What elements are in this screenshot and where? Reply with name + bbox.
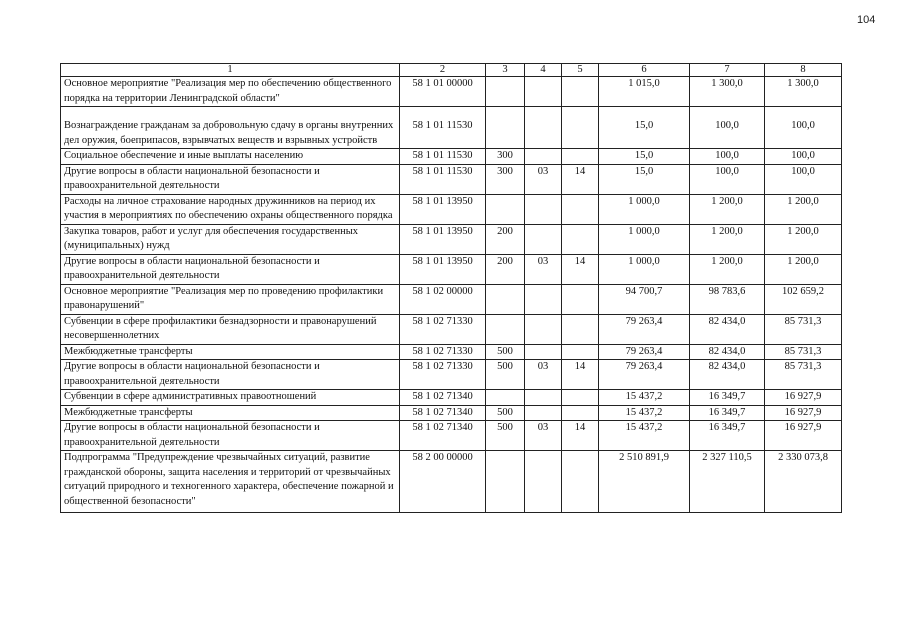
row-name: Субвенции в сфере профилактики безнадзорности и правонарушений несовершеннолетних	[61, 314, 400, 344]
row-subsection	[562, 405, 599, 421]
row-expense-type	[486, 77, 525, 107]
row-amount-8: 16 927,9	[765, 421, 842, 451]
row-amount-8: 16 927,9	[765, 390, 842, 406]
row-amount-8: 1 200,0	[765, 194, 842, 224]
row-amount-6: 15,0	[599, 149, 690, 165]
row-amount-8: 2 330 073,8	[765, 451, 842, 513]
row-name: Расходы на личное страхование народных дружинников на период их участия в мероприятиях по обеспечению охраны общественного порядка	[61, 194, 400, 224]
row-expense-type: 500	[486, 405, 525, 421]
row-section	[525, 194, 562, 224]
row-amount-6: 15 437,2	[599, 390, 690, 406]
row-section	[525, 224, 562, 254]
row-name: Другие вопросы в области национальной безопасности и правоохранительной деятельности	[61, 421, 400, 451]
row-amount-8: 100,0	[765, 149, 842, 165]
row-code: 58 1 01 11530	[400, 164, 486, 194]
row-amount-8: 100,0	[765, 107, 842, 149]
row-amount-7: 16 349,7	[690, 390, 765, 406]
row-name: Подпрограмма "Предупреждение чрезвычайных ситуаций, развитие гражданской обороны, защита населения и территорий от чрезвычайных ситуаций природного и техногенного характера, обеспечение пожарной и общественной безопасности"	[61, 451, 400, 513]
row-expense-type: 300	[486, 149, 525, 165]
row-expense-type	[486, 284, 525, 314]
col-header-8: 8	[765, 64, 842, 77]
row-amount-8: 102 659,2	[765, 284, 842, 314]
row-amount-7: 1 200,0	[690, 254, 765, 284]
row-amount-6: 15 437,2	[599, 405, 690, 421]
row-subsection	[562, 149, 599, 165]
row-amount-6: 2 510 891,9	[599, 451, 690, 513]
row-expense-type: 200	[486, 224, 525, 254]
row-amount-6: 79 263,4	[599, 360, 690, 390]
row-amount-7: 100,0	[690, 107, 765, 149]
row-amount-7: 100,0	[690, 149, 765, 165]
row-name: Другие вопросы в области национальной безопасности и правоохранительной деятельности	[61, 254, 400, 284]
table-row	[61, 224, 842, 254]
row-section	[525, 451, 562, 513]
row-section	[525, 390, 562, 406]
table-row	[61, 77, 842, 107]
header-row	[61, 64, 842, 77]
row-subsection	[562, 284, 599, 314]
row-subsection: 14	[562, 421, 599, 451]
row-expense-type: 200	[486, 254, 525, 284]
col-header-5: 5	[562, 64, 599, 77]
row-amount-7: 82 434,0	[690, 344, 765, 360]
row-expense-type	[486, 194, 525, 224]
row-amount-6: 1 000,0	[599, 194, 690, 224]
row-name: Субвенции в сфере административных правоотношений	[61, 390, 400, 406]
row-amount-7: 98 783,6	[690, 284, 765, 314]
row-section	[525, 405, 562, 421]
row-code: 58 1 02 00000	[400, 284, 486, 314]
row-expense-type	[486, 390, 525, 406]
row-amount-6: 15,0	[599, 164, 690, 194]
row-amount-8: 1 200,0	[765, 254, 842, 284]
row-code: 58 1 02 71330	[400, 360, 486, 390]
table-row	[61, 149, 842, 165]
table-row	[61, 344, 842, 360]
page-number: 104	[857, 14, 876, 26]
row-name: Другие вопросы в области национальной безопасности и правоохранительной деятельности	[61, 164, 400, 194]
row-code: 58 1 02 71330	[400, 344, 486, 360]
row-section	[525, 314, 562, 344]
row-amount-7: 100,0	[690, 164, 765, 194]
row-subsection	[562, 107, 599, 149]
row-amount-8: 100,0	[765, 164, 842, 194]
row-name: Закупка товаров, работ и услуг для обеспечения государственных (муниципальных) нужд	[61, 224, 400, 254]
row-expense-type: 300	[486, 164, 525, 194]
table-row	[61, 390, 842, 406]
row-code: 58 1 01 11530	[400, 107, 486, 149]
row-amount-7: 1 200,0	[690, 224, 765, 254]
row-section: 03	[525, 421, 562, 451]
row-amount-6: 94 700,7	[599, 284, 690, 314]
row-code: 58 1 01 11530	[400, 149, 486, 165]
table-row	[61, 360, 842, 390]
table-row	[61, 405, 842, 421]
row-amount-8: 85 731,3	[765, 344, 842, 360]
col-header-1: 1	[61, 64, 400, 77]
row-subsection: 14	[562, 164, 599, 194]
row-name: Межбюджетные трансферты	[61, 405, 400, 421]
row-name: Межбюджетные трансферты	[61, 344, 400, 360]
row-amount-7: 1 300,0	[690, 77, 765, 107]
row-subsection	[562, 194, 599, 224]
row-subsection	[562, 390, 599, 406]
row-name: Основное мероприятие "Реализация мер по проведению профилактики правонарушений"	[61, 284, 400, 314]
row-name: Основное мероприятие "Реализация мер по обеспечению общественного порядка на территории Ленинградской области"	[61, 77, 400, 107]
row-amount-8: 85 731,3	[765, 360, 842, 390]
row-section	[525, 77, 562, 107]
row-amount-7: 1 200,0	[690, 194, 765, 224]
table-row	[61, 314, 842, 344]
col-header-2: 2	[400, 64, 486, 77]
table-row	[61, 164, 842, 194]
row-code: 58 1 01 13950	[400, 254, 486, 284]
row-amount-8: 85 731,3	[765, 314, 842, 344]
row-section	[525, 149, 562, 165]
budget-table	[60, 63, 842, 513]
col-header-7: 7	[690, 64, 765, 77]
row-amount-6: 1 015,0	[599, 77, 690, 107]
row-amount-6: 1 000,0	[599, 224, 690, 254]
row-amount-7: 16 349,7	[690, 421, 765, 451]
row-amount-7: 16 349,7	[690, 405, 765, 421]
row-section: 03	[525, 254, 562, 284]
row-subsection	[562, 344, 599, 360]
row-code: 58 2 00 00000	[400, 451, 486, 513]
row-amount-8: 1 300,0	[765, 77, 842, 107]
row-amount-6: 1 000,0	[599, 254, 690, 284]
table-row	[61, 451, 842, 513]
row-name: Вознаграждение гражданам за добровольную сдачу в органы внутренних дел оружия, боеприпасов, взрывчатых веществ и взрывных устройств	[61, 107, 400, 149]
col-header-4: 4	[525, 64, 562, 77]
row-name: Социальное обеспечение и иные выплаты населению	[61, 149, 400, 165]
row-section: 03	[525, 164, 562, 194]
row-expense-type	[486, 107, 525, 149]
col-header-3: 3	[486, 64, 525, 77]
row-expense-type: 500	[486, 421, 525, 451]
row-amount-6: 79 263,4	[599, 314, 690, 344]
row-subsection	[562, 314, 599, 344]
row-section: 03	[525, 360, 562, 390]
row-amount-8: 16 927,9	[765, 405, 842, 421]
row-amount-8: 1 200,0	[765, 224, 842, 254]
row-code: 58 1 02 71340	[400, 405, 486, 421]
row-amount-7: 82 434,0	[690, 360, 765, 390]
row-section	[525, 344, 562, 360]
row-code: 58 1 01 13950	[400, 224, 486, 254]
row-code: 58 1 01 13950	[400, 194, 486, 224]
row-expense-type: 500	[486, 360, 525, 390]
row-amount-7: 82 434,0	[690, 314, 765, 344]
row-amount-6: 79 263,4	[599, 344, 690, 360]
row-code: 58 1 01 00000	[400, 77, 486, 107]
row-code: 58 1 02 71340	[400, 421, 486, 451]
row-subsection	[562, 77, 599, 107]
table-row	[61, 194, 842, 224]
row-code: 58 1 02 71340	[400, 390, 486, 406]
table-row	[61, 254, 842, 284]
row-amount-7: 2 327 110,5	[690, 451, 765, 513]
row-name: Другие вопросы в области национальной безопасности и правоохранительной деятельности	[61, 360, 400, 390]
table-row	[61, 284, 842, 314]
row-subsection: 14	[562, 360, 599, 390]
row-expense-type: 500	[486, 344, 525, 360]
row-amount-6: 15 437,2	[599, 421, 690, 451]
row-code: 58 1 02 71330	[400, 314, 486, 344]
row-section	[525, 284, 562, 314]
col-header-6: 6	[599, 64, 690, 77]
row-subsection	[562, 451, 599, 513]
row-expense-type	[486, 314, 525, 344]
row-subsection	[562, 224, 599, 254]
row-subsection: 14	[562, 254, 599, 284]
table-row	[61, 421, 842, 451]
row-amount-6: 15,0	[599, 107, 690, 149]
row-section	[525, 107, 562, 149]
table-row	[61, 107, 842, 149]
row-expense-type	[486, 451, 525, 513]
